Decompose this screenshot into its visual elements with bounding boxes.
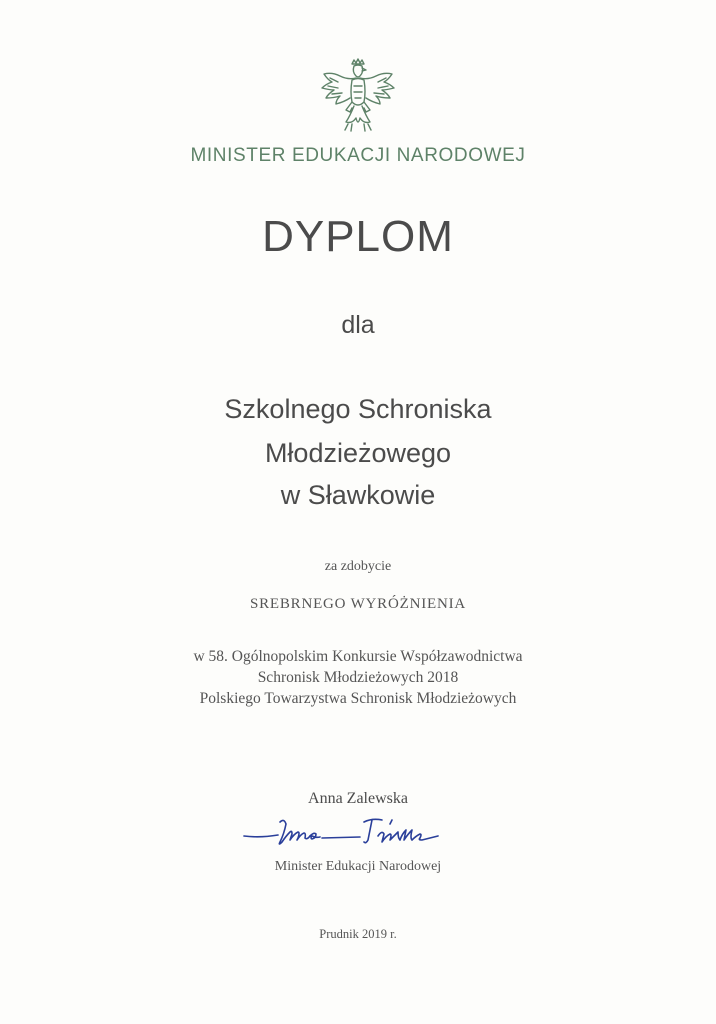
signer-name: Anna Zalewska: [308, 790, 408, 807]
polish-eagle-emblem-icon: [318, 58, 398, 134]
recipient-line-1: Szkolnego Schroniska: [224, 394, 492, 424]
for-word: dla: [341, 311, 375, 339]
recipient-line-2: Młodzieżowego: [264, 438, 452, 468]
competition-line-3: Polskiego Towarzystwa Schronisk Młodzieżowych: [199, 690, 517, 707]
competition-line-2: Schronisk Młodzieżowych 2018: [257, 669, 459, 686]
place-and-date: Prudnik 2019 r.: [319, 927, 397, 941]
distinction-name: SREBRNEGO WYRÓŻNIENIA: [249, 596, 467, 612]
signer-title: Minister Edukacji Narodowej: [274, 859, 442, 874]
diploma-title: DYPLOM: [262, 212, 454, 261]
issuer-heading: MINISTER EDUKACJI NARODOWEJ: [190, 145, 526, 166]
handwritten-signature: [240, 812, 470, 856]
recipient-line-3: w Sławkowie: [280, 480, 436, 510]
for-achieving-text: za zdobycie: [324, 559, 392, 574]
competition-line-1: w 58. Ogólnopolskim Konkursie Współzawodnictwa: [193, 648, 523, 665]
